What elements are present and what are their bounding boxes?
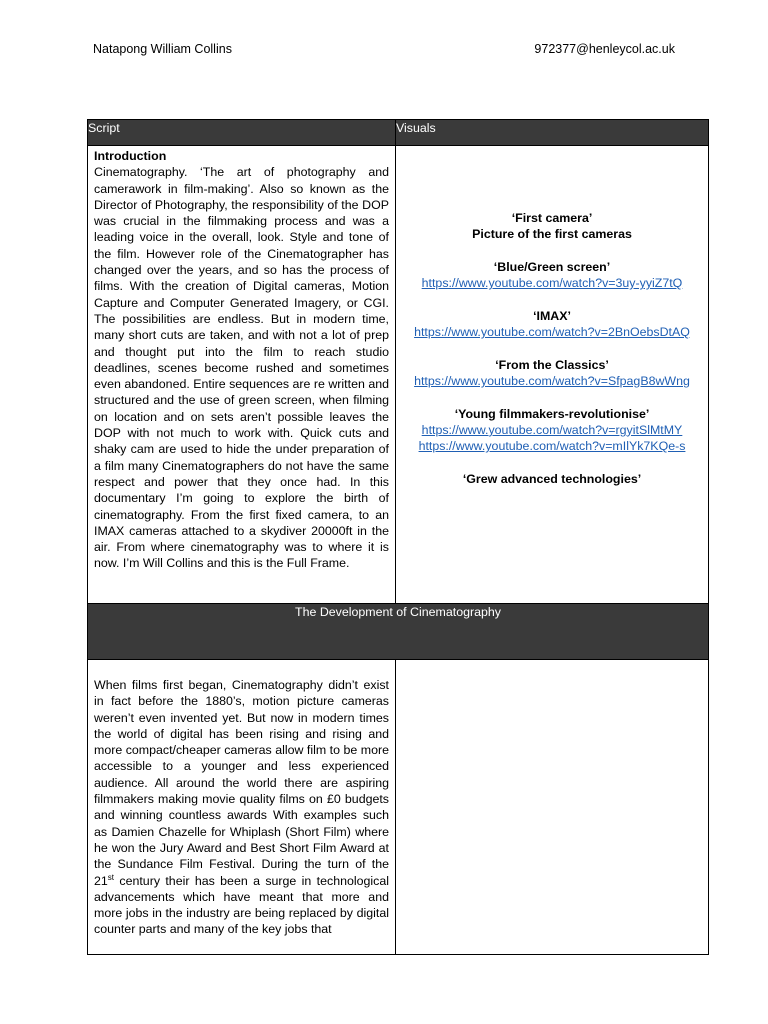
development-text-part-1: When films first began, Cinematography didn’t exist in fact before the 1880’s, motion picture cameras weren’t even invented yet. But now in modern times the world of digital has been rising and rising and more compact/cheaper cameras allow film to be more accessible to a younger and less experienced audience. All around the world there are aspiring filmmakers making movie quality films on £0 budgets and winning countless awards With examples such as Damien Chazelle for Whiplash (Short Film) where he won the Jury Award and Best Short Film Award at the Sundance Film Festival. During the turn of the 21 [94, 678, 389, 888]
visual-imax-link[interactable]: https://www.youtube.com/watch?v=2BnOebsDtAQ [414, 325, 690, 340]
visual-first-camera-title: ‘First camera’ [511, 211, 593, 225]
section-title: The Development of Cinematography [88, 604, 709, 660]
column-header-visuals: Visuals [396, 120, 709, 146]
visual-young-link-2[interactable]: https://www.youtube.com/watch?v=mIlYk7KQe-s [418, 439, 686, 454]
visual-grew-title: ‘Grew advanced technologies’ [462, 471, 642, 486]
development-text [94, 677, 389, 938]
development-script-cell [88, 660, 396, 955]
visual-young-title: ‘Young filmmakers-revolutionise’ [454, 406, 650, 421]
visual-blue-green-title: ‘Blue/Green screen’ [493, 259, 611, 274]
visual-classics-title: ‘From the Classics’ [495, 357, 609, 372]
visual-young-link-1[interactable]: https://www.youtube.com/watch?v=rgyitSlMtMY [421, 422, 683, 437]
visual-first-camera-desc: Picture of the first cameras [472, 227, 632, 242]
header-email: 972377@henleycol.ac.uk [534, 42, 675, 56]
development-row [88, 660, 709, 955]
intro-row [88, 146, 709, 604]
intro-visuals-cell [396, 146, 709, 604]
intro-script-cell [88, 146, 396, 604]
visual-blue-green-link[interactable]: https://www.youtube.com/watch?v=3uy-yyiZ7tQ [421, 276, 683, 291]
intro-title: Introduction [94, 149, 167, 163]
script-table [87, 119, 709, 955]
column-header-script: Script [88, 120, 396, 146]
section-row [88, 604, 709, 660]
development-visuals-cell [396, 660, 709, 955]
development-text-part-2: century their has been a surge in technological advancements which have meant that more and more jobs in the industry are being replaced by digital counter parts and many of the key jobs that [94, 873, 389, 937]
visual-classics-link[interactable]: https://www.youtube.com/watch?v=SfpagB8wWng [414, 373, 690, 388]
table-header-row [88, 120, 709, 146]
visual-imax-title: ‘IMAX’ [533, 308, 571, 323]
intro-text: Cinematography. ‘The art of photography and camerawork in film-making’. Also so known as the Director of Photography, the responsibility of the DOP was crucial in the filmmaking process and was a leading voice in the overall, look. Style and tone of the film. However role of the Cinematographer has changed over the years, and so has the process of films. With the creation of Digital cameras, Motion Capture and Computer Generated Imagery, or CGI. The possibilities are endless. But in modern time, many short cuts are taken, and with not a lot of prep and thought put into the film to reach studio deadlines, scenes become rushed and sometimes even abandoned. Entire sequences are re written and structured and the use of green screen, when filming on location and on sets aren’t possible leaves the DOP with not much to work with. Quick cuts and shaky cam are used to hide the under preparation of a film many Cinematographers do not have the same respect and power that they once had. In this documentary I’m going to explore the birth of cinematography. From the first fixed camera, to an IMAX cameras attached to a skydiver 20000ft in the air. From where cinematography was to where it is now. I’m Will Collins and this is the Full Frame. [94, 165, 389, 571]
header-author: Natapong William Collins [93, 42, 232, 56]
development-text-superscript: st [107, 872, 115, 882]
